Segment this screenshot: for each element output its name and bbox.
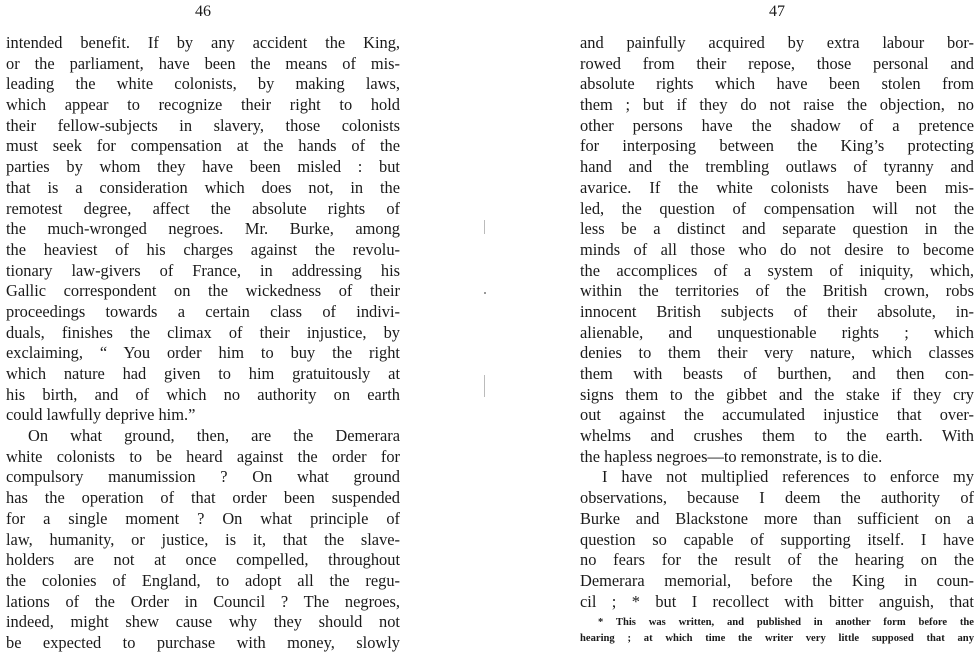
gutter-dot xyxy=(484,292,486,294)
text-line: rowed from their repose, those personal and xyxy=(580,53,974,73)
text-line: his birth, and of which no authority on earth xyxy=(6,384,400,404)
text-line: tionary law-givers of France, in addressing his xyxy=(6,260,400,280)
text-line: which nature had given to him gratuitously at xyxy=(6,364,400,383)
text-line: or the parliament, have been the means of mis- xyxy=(6,53,400,73)
text-line: signs them to the gibbet and the stake if they cry xyxy=(580,384,974,404)
left-page-body xyxy=(6,33,400,654)
text-line: hand and the trembling outlaws of tyranny and xyxy=(580,157,974,177)
text-line: avarice. If the white colonists have been mis- xyxy=(580,177,974,197)
text-line: parties by whom they have been misled : but xyxy=(6,157,400,177)
text-line: innocent British subjects of their absolute, in- xyxy=(580,301,974,321)
footnote-line: hearing ; at which time the writer very little supposed that any xyxy=(580,633,974,644)
right-page xyxy=(580,0,974,659)
text-line: which appear to recognize their right to hold xyxy=(6,95,400,115)
text-line: I have not multiplied references to enforce my xyxy=(602,467,974,487)
text-line: be expected to purchase with money, slowly xyxy=(6,632,400,652)
footnote-line: * This was written, and published in another form before the xyxy=(598,617,974,628)
page-number-left: 46 xyxy=(195,3,211,20)
text-line: alienable, and unquestionable rights ; which xyxy=(580,322,974,342)
text-line: the accomplices of a system of iniquity, which, xyxy=(580,260,974,280)
text-line: the colonies of England, to adopt all the regu- xyxy=(6,570,400,590)
gutter-mark xyxy=(484,220,485,234)
text-line: Demerara memorial, before the King in coun- xyxy=(580,570,974,590)
text-line: intended benefit. If by any accident the King, xyxy=(6,33,400,52)
text-line: other persons have the shadow of a pretence xyxy=(580,115,974,135)
text-line: them with beasts of burthen, and then con- xyxy=(580,364,974,383)
text-line: out against the accumulated injustice that over- xyxy=(580,405,974,425)
text-line: On what ground, then, are the Demerara xyxy=(28,426,400,446)
text-line: no fears for the result of the hearing on the xyxy=(580,550,974,570)
text-line: observations, because I deem the authority of xyxy=(580,488,974,508)
text-line: Gallic correspondent on the wickedness of their xyxy=(6,281,400,301)
text-line: minds of all those who do not desire to become xyxy=(580,239,974,259)
text-line: led, the question of compensation will not the xyxy=(580,198,974,218)
text-line: indeed, might shew cause why they should not xyxy=(6,612,400,632)
text-line: the heaviest of his charges against the revolu- xyxy=(6,239,400,259)
text-line: has the operation of that order been suspended xyxy=(6,488,400,508)
right-page-body xyxy=(580,33,974,612)
text-line: compulsory manumission ? On what ground xyxy=(6,467,400,487)
text-line: within the territories of the British crown, robs xyxy=(580,281,974,301)
gutter-mark xyxy=(484,375,485,397)
text-line: for a single moment ? On what principle of xyxy=(6,508,400,528)
text-line: proceedings towards a certain class of indivi- xyxy=(6,301,400,321)
text-line: leading the white colonists, by making laws, xyxy=(6,74,400,94)
text-line: their fellow-subjects in slavery, those colonists xyxy=(6,115,400,135)
text-line: question so capable of supporting itself. I have xyxy=(580,529,974,549)
text-line: for interposing between the King’s protecting xyxy=(580,136,974,156)
left-page xyxy=(6,0,400,659)
text-line: the much-wronged negroes. Mr. Burke, among xyxy=(6,219,400,239)
text-line: less be a distinct and separate question in the xyxy=(580,219,974,239)
text-line: Burke and Blackstone more than sufficient on a xyxy=(580,508,974,528)
text-line: law, humanity, or justice, is it, that the slave- xyxy=(6,529,400,549)
text-line: them ; but if they do not raise the objection, no xyxy=(580,95,974,115)
text-line: and painfully acquired by extra labour bor- xyxy=(580,33,974,52)
text-line: must seek for compensation at the hands of the xyxy=(6,136,400,156)
text-line: holders are not at once compelled, throughout xyxy=(6,550,400,570)
text-line: denies to them their very nature, which classes xyxy=(580,343,974,363)
text-line: the hapless negroes—to remonstrate, is to die. xyxy=(580,446,883,466)
footnote xyxy=(580,615,974,647)
text-line: could lawfully deprive him.” xyxy=(6,405,196,425)
text-line: remotest degree, affect the absolute rights of xyxy=(6,198,400,218)
page-number-right: 47 xyxy=(769,3,785,20)
text-line: exclaiming, “ You order him to buy the right xyxy=(6,343,400,363)
text-line: absolute rights which have been stolen from xyxy=(580,74,974,94)
text-line: that is a consideration which does not, in the xyxy=(6,177,400,197)
text-line: cil ; * but I recollect with bitter anguish, that xyxy=(580,591,974,611)
text-line: whelms and crushes them to the earth. With xyxy=(580,426,974,446)
text-line: white colonists to be heard against the order for xyxy=(6,446,400,466)
text-line: lations of the Order in Council ? The negroes, xyxy=(6,591,400,611)
text-line: duals, finishes the climax of their injustice, by xyxy=(6,322,400,342)
